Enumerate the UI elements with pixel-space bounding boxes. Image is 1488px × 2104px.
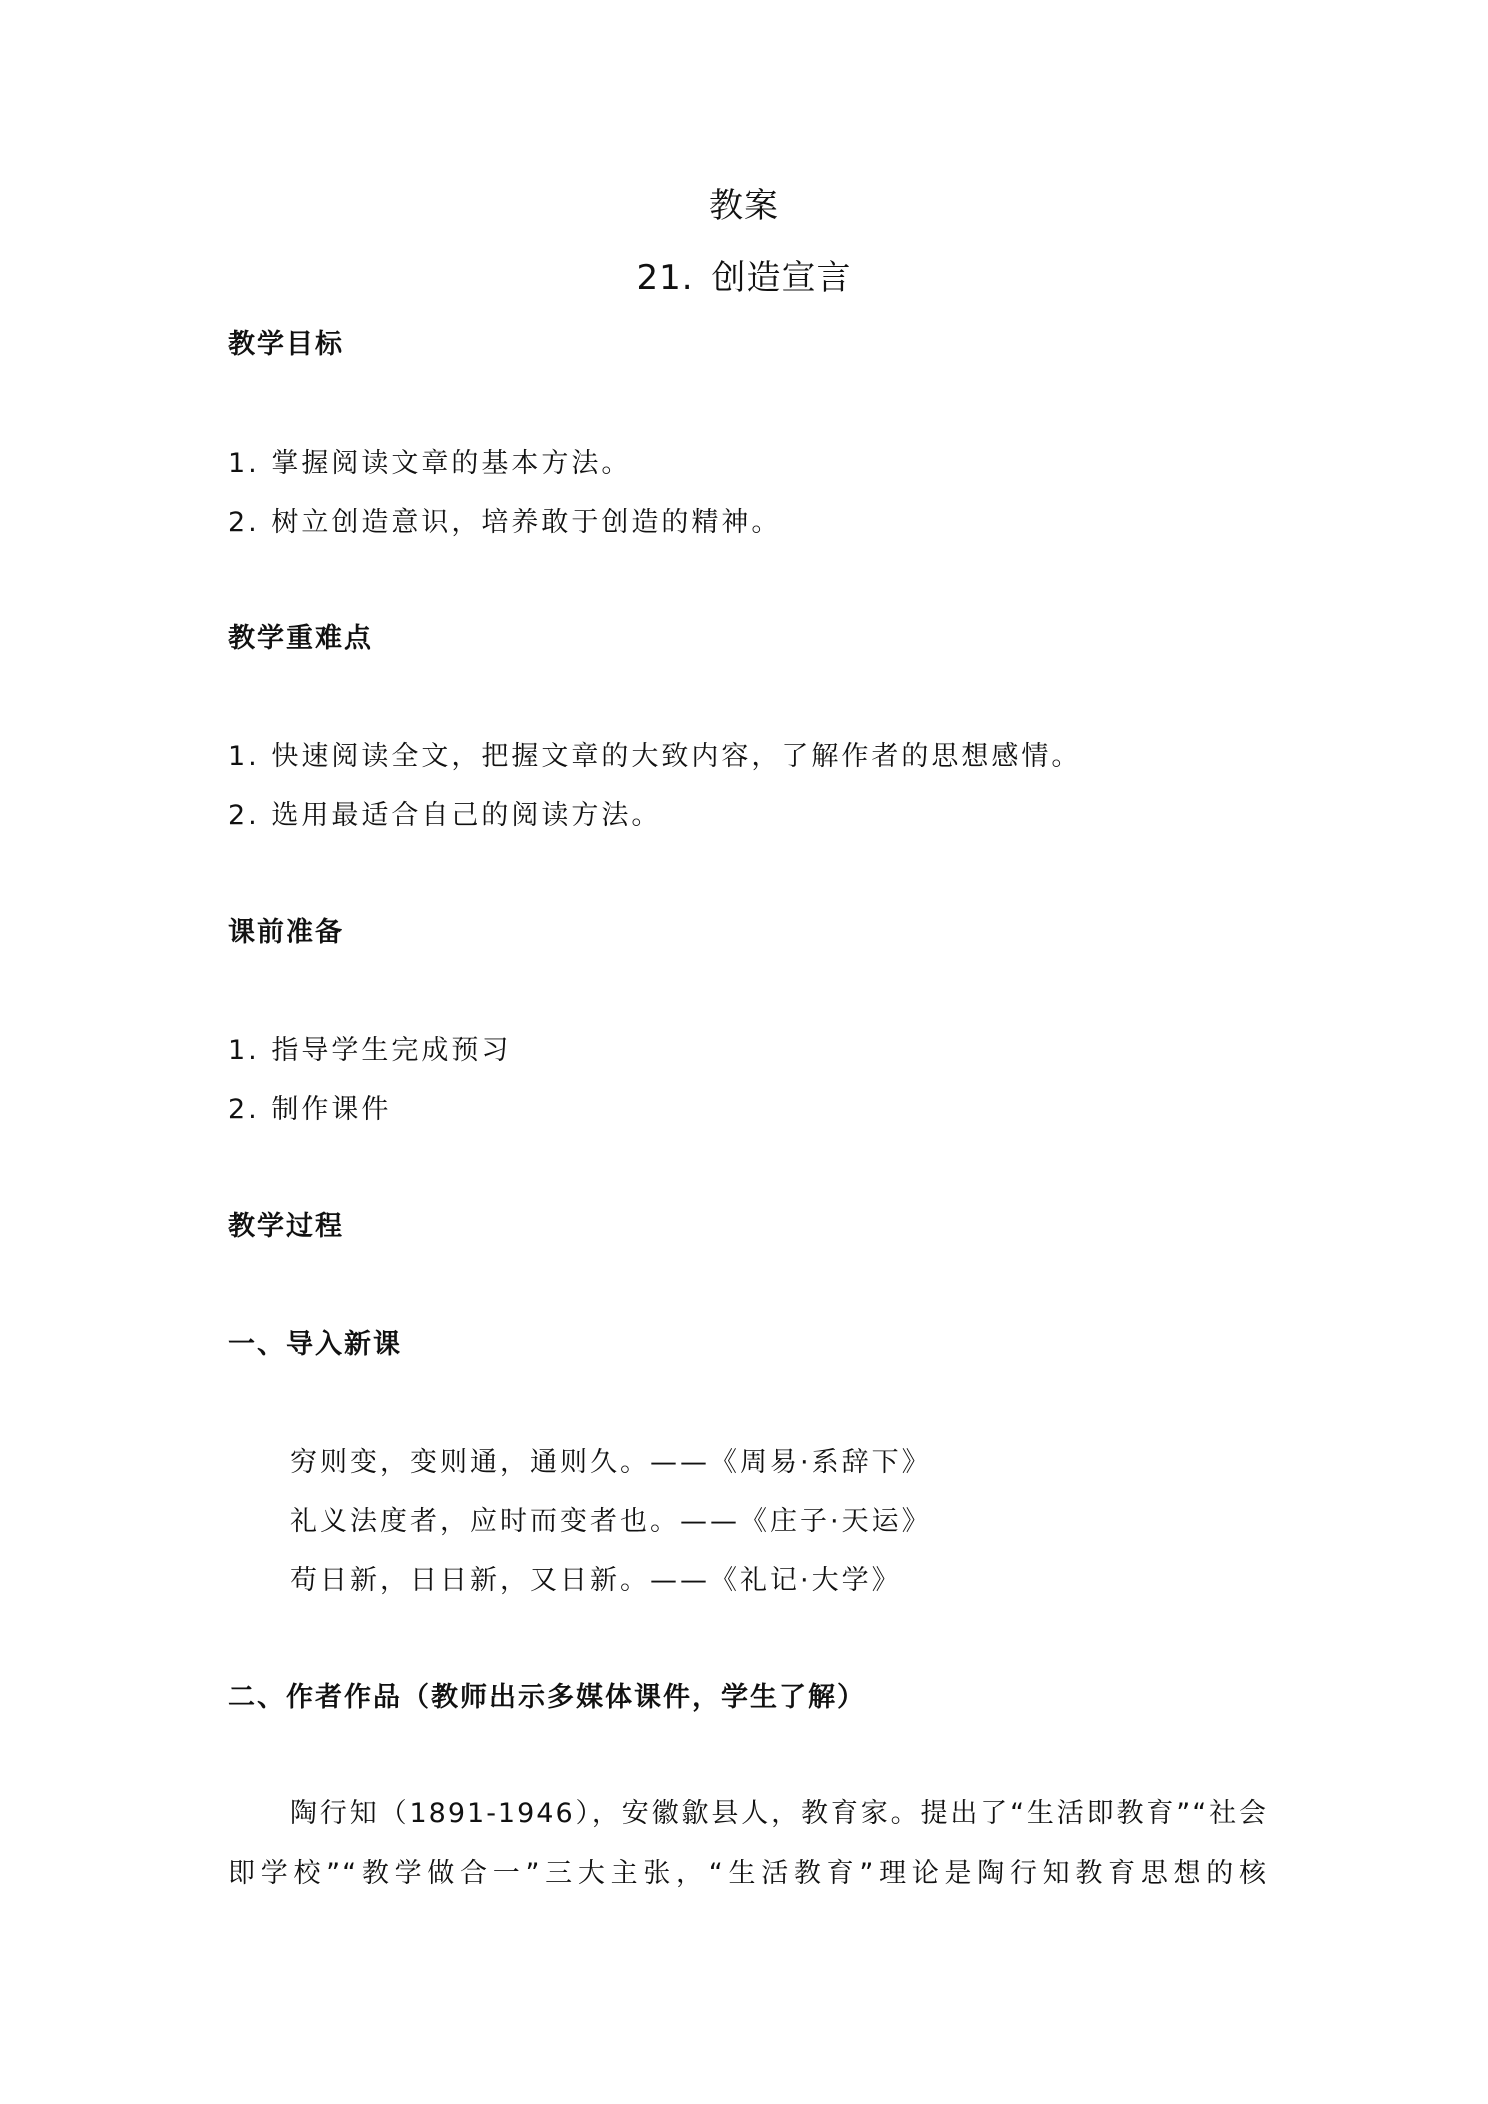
preparation-item: 1. 指导学生完成预习	[228, 1035, 512, 1066]
quote-line: 穷则变，变则通，通则久。——《周易·系辞下》	[290, 1447, 932, 1478]
objective-item: 1. 掌握阅读文章的基本方法。	[228, 448, 632, 479]
part2-heading: 二、作者作品（教师出示多媒体课件，学生了解）	[228, 1682, 866, 1713]
objectives-heading: 教学目标	[228, 329, 344, 360]
part1-heading: 一、导入新课	[228, 1329, 402, 1360]
key-point-item: 2. 选用最适合自己的阅读方法。	[228, 800, 662, 831]
lesson-number: 21.	[636, 258, 694, 298]
process-heading: 教学过程	[228, 1211, 344, 1242]
objective-item: 2. 树立创造意识，培养敢于创造的精神。	[228, 507, 782, 538]
lesson-title	[0, 258, 1488, 298]
author-paragraph: 陶行知（1891-1946），安徽歙县人，教育家。提出了“生活即教育”“社会即学校”“教学做合一”三大主张，“生活教育”理论是陶行知教育思想的核	[228, 1798, 1268, 1889]
preparation-heading: 课前准备	[228, 917, 344, 948]
preparation-item: 2. 制作课件	[228, 1094, 392, 1125]
quote-line: 礼义法度者，应时而变者也。——《庄子·天运》	[290, 1506, 932, 1537]
key-points-heading: 教学重难点	[228, 623, 373, 654]
document-title: 教案	[709, 186, 779, 226]
quote-line: 苟日新，日日新，又日新。——《礼记·大学》	[290, 1565, 902, 1596]
key-point-item: 1. 快速阅读全文，把握文章的大致内容，了解作者的思想感情。	[228, 741, 1082, 772]
lesson-name: 创造宣言	[711, 258, 852, 298]
